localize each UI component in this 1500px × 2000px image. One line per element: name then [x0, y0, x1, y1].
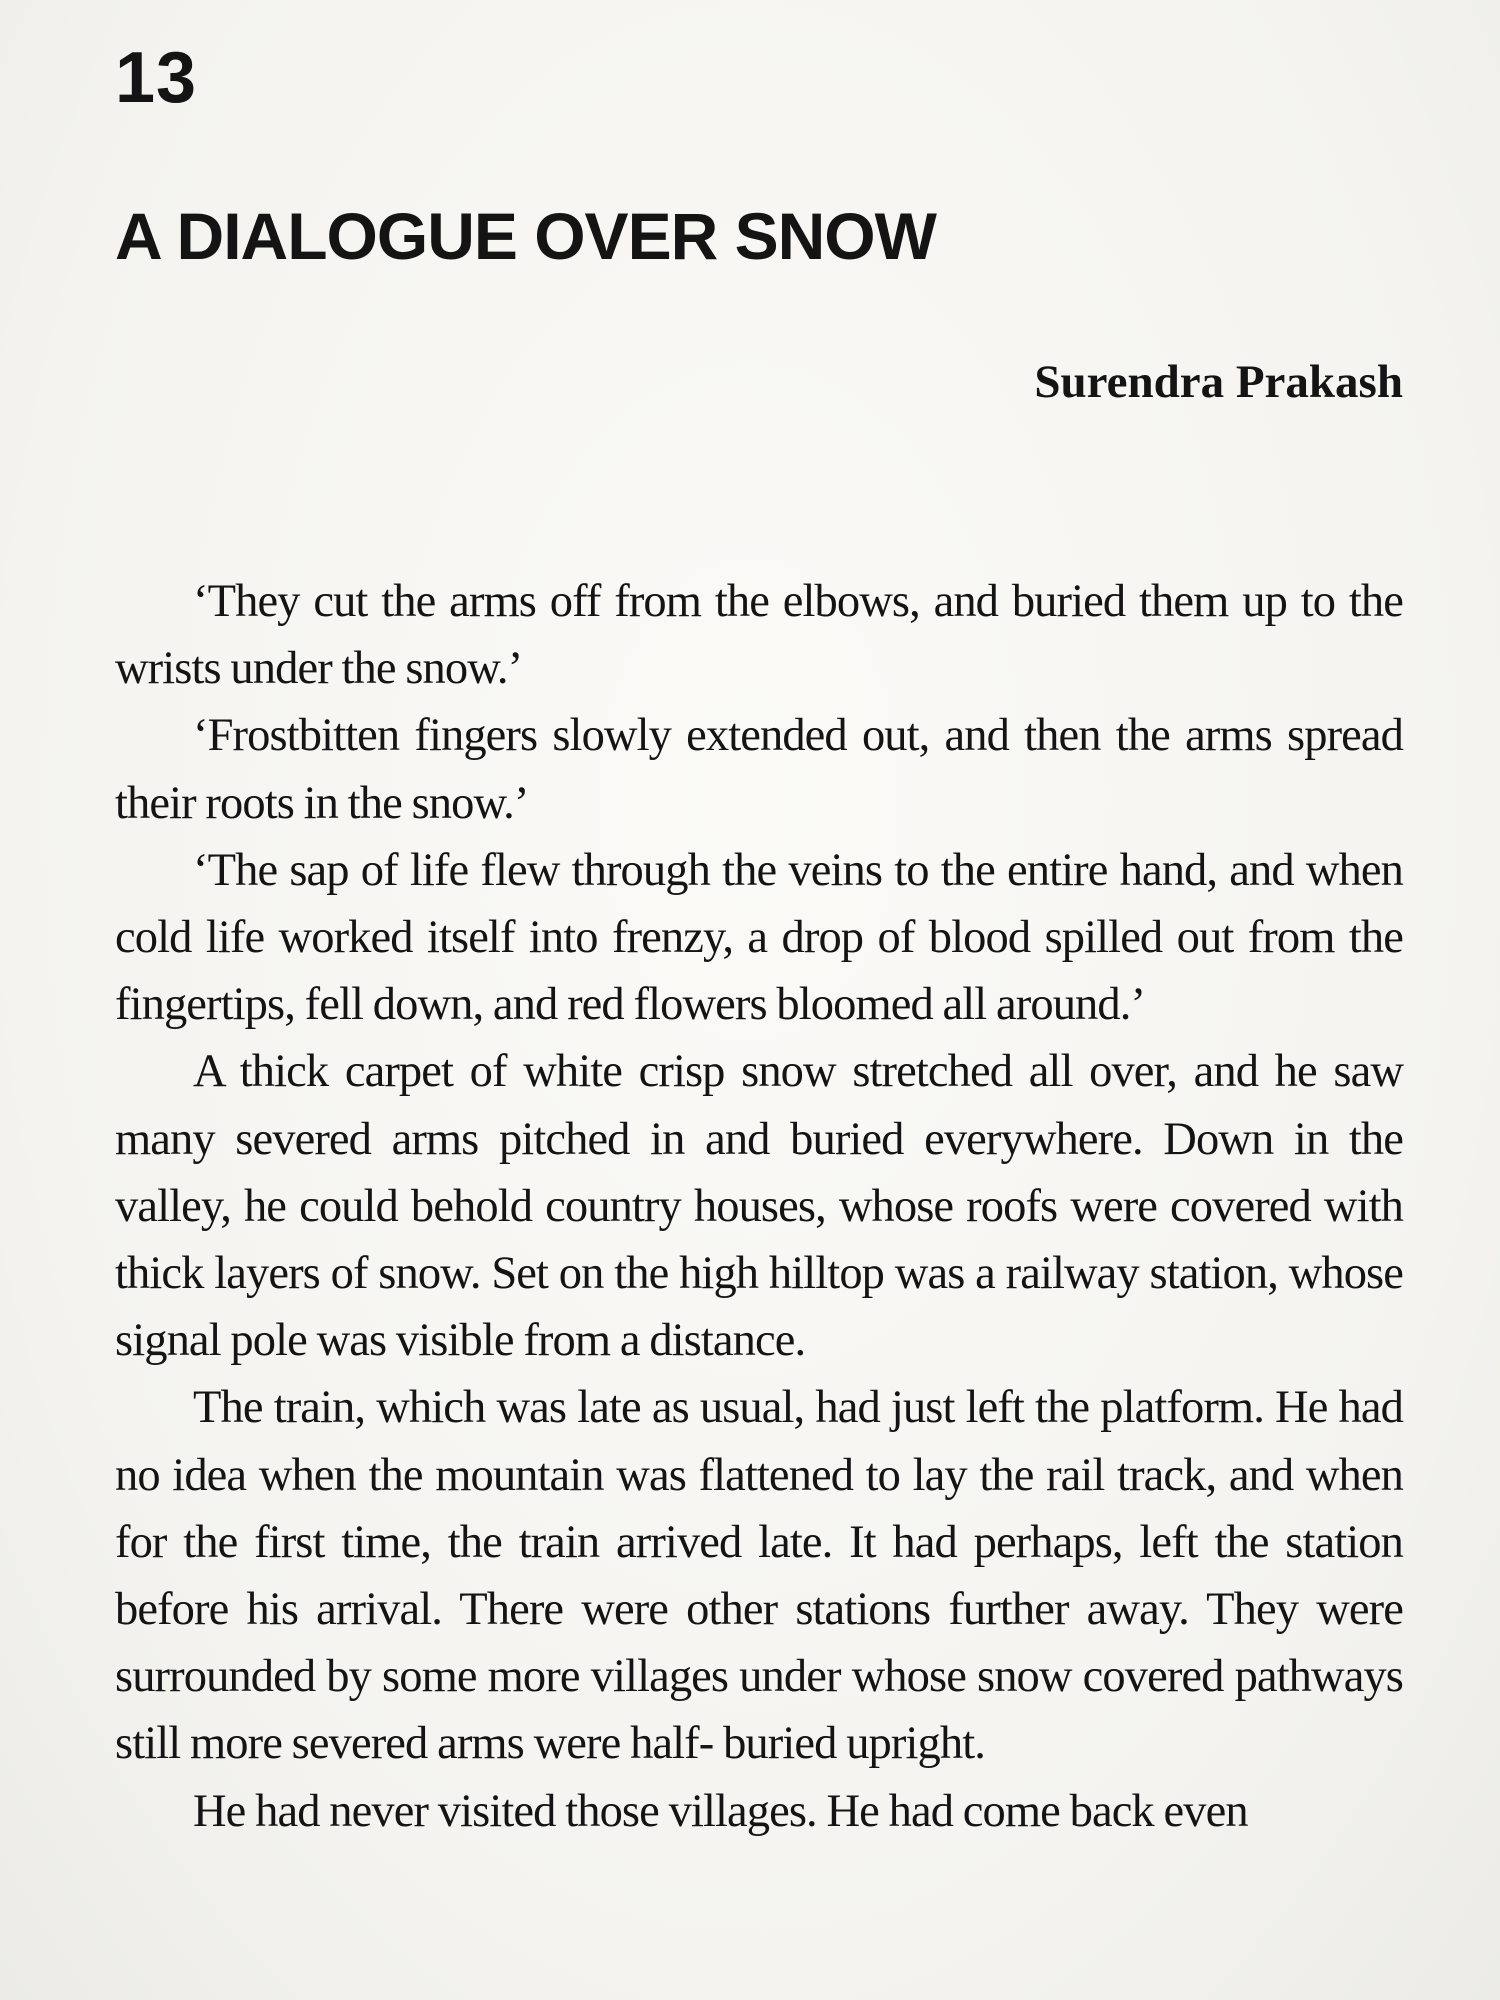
paragraph: ‘The sap of life flew through the veins to the entire hand, and when cold life worked itself into frenzy, a drop of blood spilled out from the fingertips, fell down, and red flowers bloomed all around.’: [115, 844, 1403, 1031]
paragraph: ‘They cut the arms off from the elbows, and buried them up to the wrists under the snow.’: [115, 576, 1403, 695]
paragraph: A thick carpet of white crisp snow stretched all over, and he saw many severed arms pitched in and buried everywhere. Down in the valley, he could behold country houses, whose roofs were covered with thick layers of snow. Set on the high hilltop was a railway station, whose signal pole was visible from a distance.: [115, 1046, 1403, 1367]
chapter-number: 13: [115, 38, 198, 118]
story-body: [115, 568, 1403, 1845]
chapter-title: A DIALOGUE OVER SNOW: [115, 199, 936, 273]
paragraph: The train, which was late as usual, had just left the platform. He had no idea when the mountain was flattened to lay the rail track, and when for the first time, the train arrived late. It had perhaps, left the station before his arrival. There were other stations further away. They were surrounded by some more villages under whose snow covered pathways still more severed arms were half- buried upright.: [115, 1382, 1403, 1770]
paragraph: ‘Frostbitten fingers slowly extended out, and then the arms spread their roots in the snow.’: [115, 710, 1403, 829]
paragraph: He had never visited those villages. He had come back even: [193, 1785, 1248, 1837]
author-name: Surendra Prakash: [1034, 356, 1403, 408]
